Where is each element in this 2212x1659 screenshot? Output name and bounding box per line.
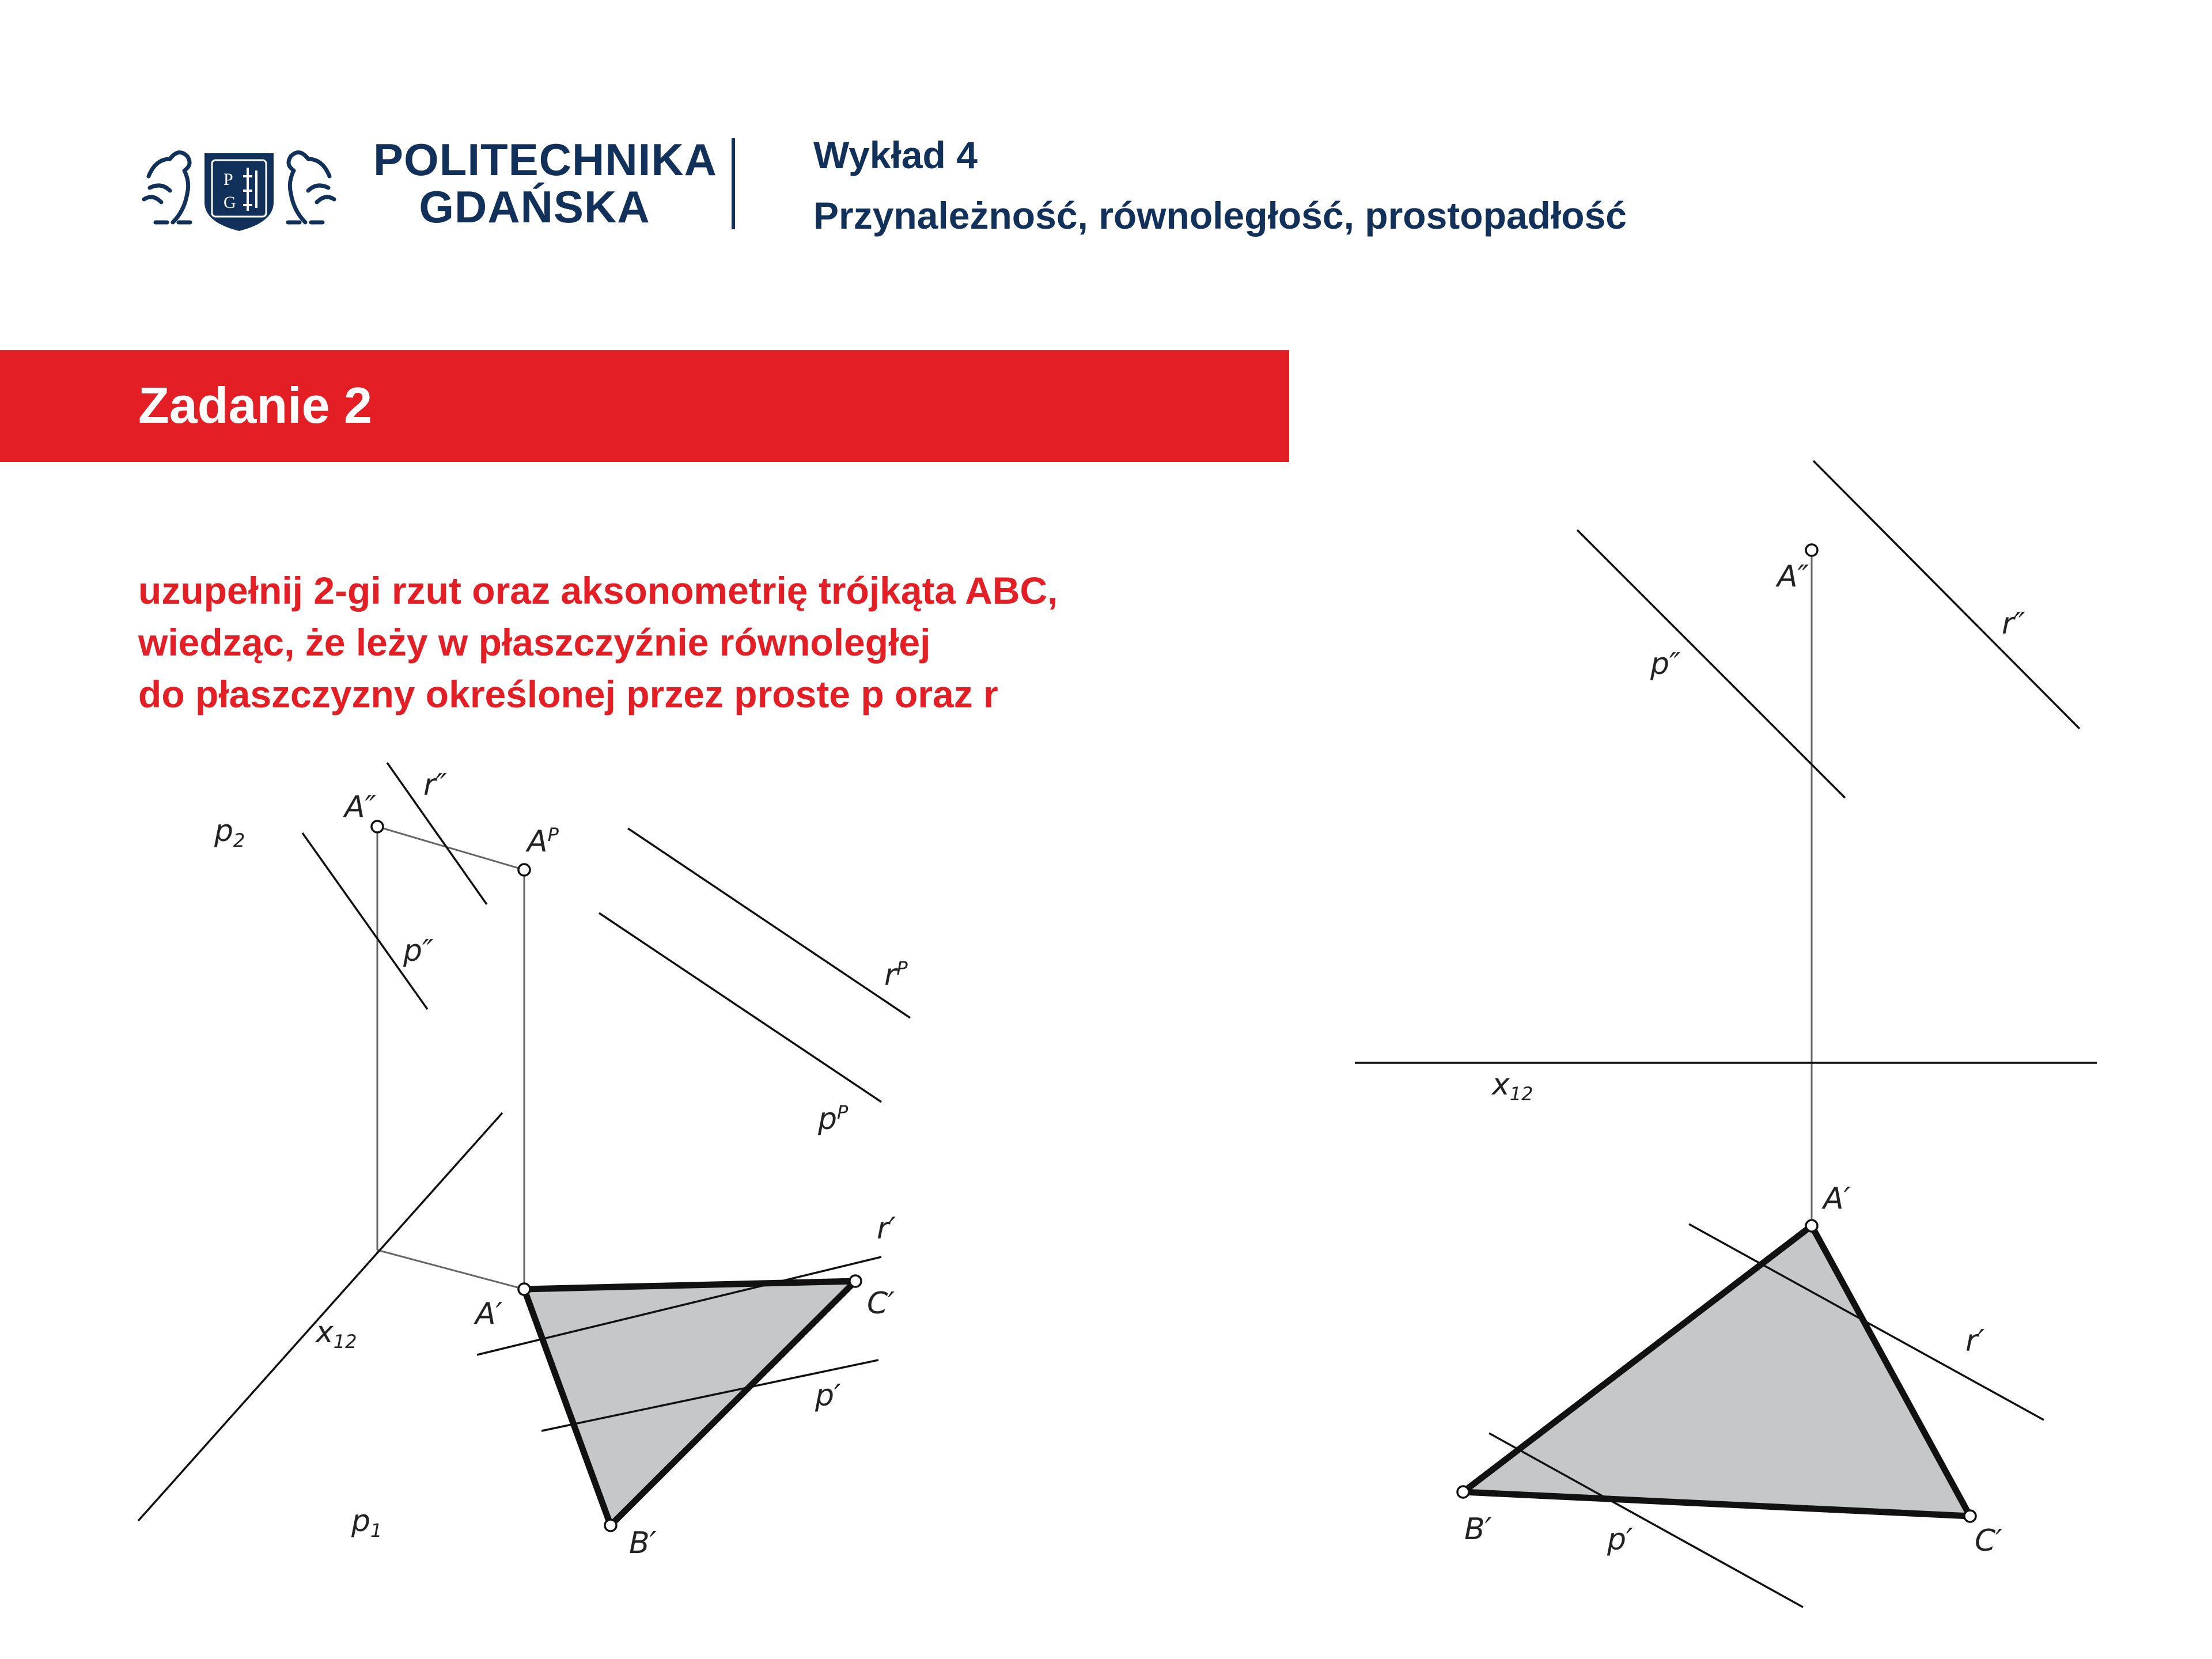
left-label-pp: $p^P$ (818, 1101, 849, 1137)
right-label-A1: A′ (1823, 1181, 1851, 1216)
left-link-axis-A1 (377, 1250, 524, 1289)
left-point-C1 (850, 1275, 861, 1287)
left-point-A1 (518, 1283, 530, 1295)
right-label-B1: B′ (1464, 1512, 1492, 1547)
left-label-A2: A″ (344, 790, 376, 824)
left-label-B1: B′ (629, 1526, 657, 1560)
instruction-line-2: wiedząc, że leży w płaszczyźnie równoległej (138, 621, 931, 664)
left-line-p2 (302, 833, 427, 1009)
right-point-A2 (1806, 544, 1817, 556)
left-triangle-fill (524, 1281, 855, 1525)
right-label-x12: x12 (1492, 1067, 1533, 1105)
right-line-r2 (1813, 461, 2080, 729)
svg-text:G: G (224, 193, 236, 212)
right-label-r1: r′ (1965, 1324, 1985, 1358)
right-label-C1: C′ (1975, 1524, 2003, 1558)
brand-line-1: POLITECHNIKA (373, 134, 717, 185)
left-point-Ap (518, 864, 530, 876)
left-label-A1: A′ (475, 1297, 503, 1331)
svg-text:P: P (224, 170, 233, 189)
left-point-B1 (605, 1520, 616, 1531)
left-label-Ap: $A^P$ (527, 824, 559, 859)
right-point-C1 (1964, 1510, 1976, 1522)
left-link-A2-Ap (377, 827, 524, 870)
right-label-p1: p′ (1607, 1522, 1633, 1557)
right-point-B1 (1457, 1486, 1469, 1498)
instruction-line-3: do płaszczyzny określonej przez proste p oraz r (138, 673, 998, 715)
lecture-topic: Przynależność, równoległość, prostopadłość (813, 194, 1627, 237)
left-label-x12: x12 (316, 1315, 357, 1353)
right-label-p2: p″ (1650, 647, 1681, 681)
left-label-rp: $r^P$ (884, 957, 908, 993)
left-label-r2: r″ (423, 768, 447, 802)
left-line-pp (599, 913, 881, 1102)
left-label-p2line: p″ (403, 934, 434, 968)
right-label-r2: r″ (2002, 607, 2025, 641)
left-figure (138, 763, 910, 1560)
right-figure (1355, 461, 2097, 1607)
instruction-line-1: uzupełnij 2-gi rzut oraz aksonometrię trójkąta ABC, (138, 569, 1058, 612)
task-title: Zadanie 2 (138, 377, 372, 434)
lecture-number: Wykład 4 (813, 134, 978, 176)
right-point-A1 (1806, 1220, 1817, 1232)
left-label-p1: p1 (351, 1504, 382, 1541)
right-label-A2: A″ (1777, 559, 1809, 594)
left-line-rp (628, 828, 910, 1018)
left-label-p1line: p′ (815, 1378, 841, 1413)
brand-line-2: GDAŃSKA (419, 181, 650, 232)
left-label-C1: C′ (867, 1286, 895, 1321)
left-label-p2: p2 (214, 814, 245, 851)
left-label-r1: r′ (877, 1211, 896, 1246)
